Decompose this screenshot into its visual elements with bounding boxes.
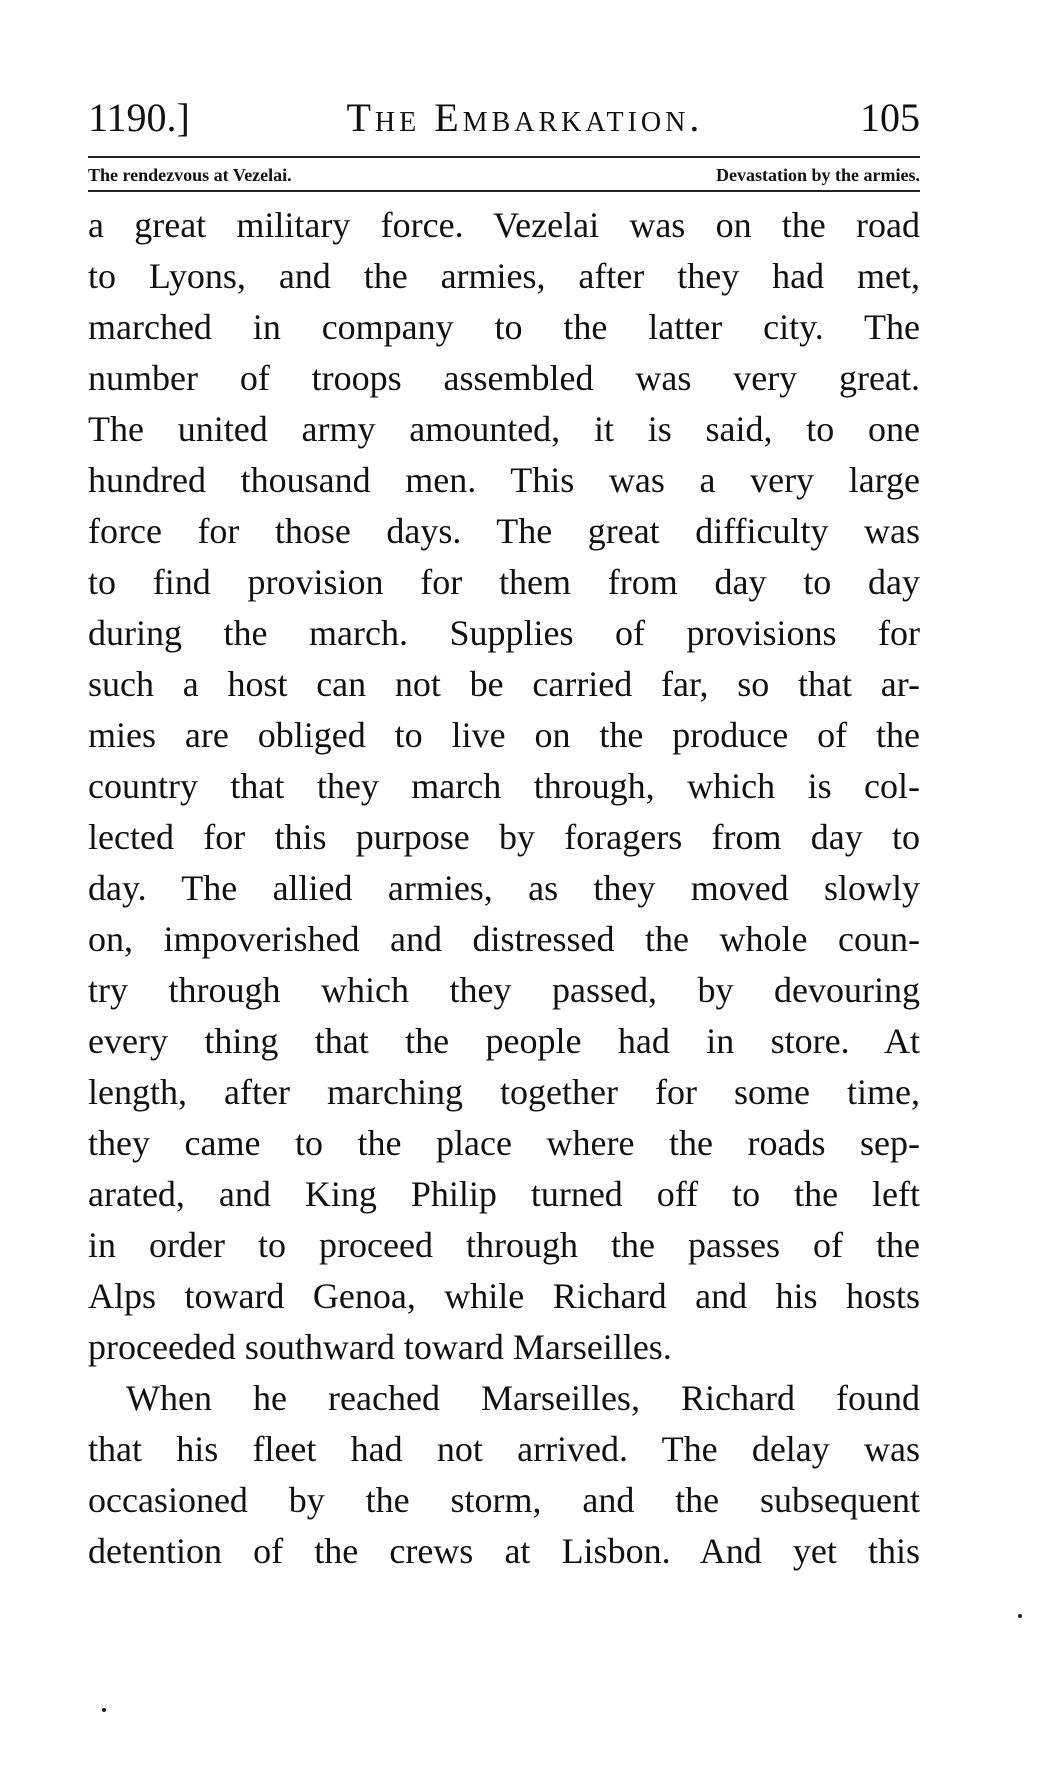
text-line: day. The allied armies, as they moved slowly xyxy=(88,868,920,908)
text-line: to find provision for them from day to day xyxy=(88,562,920,602)
text-line: to Lyons, and the armies, after they had met, xyxy=(88,256,920,296)
header-title: The Embarkation. xyxy=(346,95,704,140)
header-rule-bottom xyxy=(88,190,920,192)
text-line: arated, and King Philip turned off to the left xyxy=(88,1174,920,1214)
left-subheading: The rendezvous at Vezelai. xyxy=(88,165,292,185)
text-line: Alps toward Genoa, while Richard and his hosts xyxy=(88,1276,920,1316)
header-year: 1190.] xyxy=(88,95,190,140)
text-line: on, impoverished and distressed the whole coun- xyxy=(88,919,920,959)
text-line: marched in company to the latter city. The xyxy=(88,307,920,347)
text-line: proceeded southward toward Marseilles. xyxy=(88,1327,672,1367)
text-line: hundred thousand men. This was a very large xyxy=(88,460,920,500)
text-line: every thing that the people had in store. At xyxy=(88,1021,920,1061)
text-line: in order to proceed through the passes of the xyxy=(88,1225,920,1265)
text-line: number of troops assembled was very great. xyxy=(88,358,920,398)
text-line: that his fleet had not arrived. The delay was xyxy=(88,1429,920,1469)
book-page xyxy=(88,96,920,1577)
scan-speck xyxy=(1018,1614,1022,1618)
text-line: occasioned by the storm, and the subsequent xyxy=(88,1480,920,1520)
text-line: they came to the place where the roads sep- xyxy=(88,1123,920,1163)
text-line: The united army amounted, it is said, to one xyxy=(88,409,920,449)
page-number: 105 xyxy=(860,95,920,140)
scan-speck xyxy=(102,1708,106,1712)
text-line: such a host can not be carried far, so that ar- xyxy=(88,664,920,704)
text-line: try through which they passed, by devouring xyxy=(88,970,920,1010)
text-line: detention of the crews at Lisbon. And yet this xyxy=(88,1531,920,1571)
text-line: country that they march through, which is col- xyxy=(88,766,920,806)
text-line: during the march. Supplies of provisions for xyxy=(88,613,920,653)
paragraph-2 xyxy=(88,1373,920,1577)
body-text xyxy=(88,200,920,1577)
right-subheading: Devastation by the armies. xyxy=(716,165,920,185)
text-line: force for those days. The great difficulty was xyxy=(88,511,920,551)
text-line: length, after marching together for some time, xyxy=(88,1072,920,1112)
text-line: lected for this purpose by foragers from day to xyxy=(88,817,920,857)
text-line: When he reached Marseilles, Richard found xyxy=(126,1378,920,1418)
subheading-row xyxy=(88,158,920,190)
text-line: mies are obliged to live on the produce of the xyxy=(88,715,920,755)
paragraph-1 xyxy=(88,200,920,1373)
running-head xyxy=(88,96,920,146)
text-line: a great military force. Vezelai was on the road xyxy=(88,205,920,245)
